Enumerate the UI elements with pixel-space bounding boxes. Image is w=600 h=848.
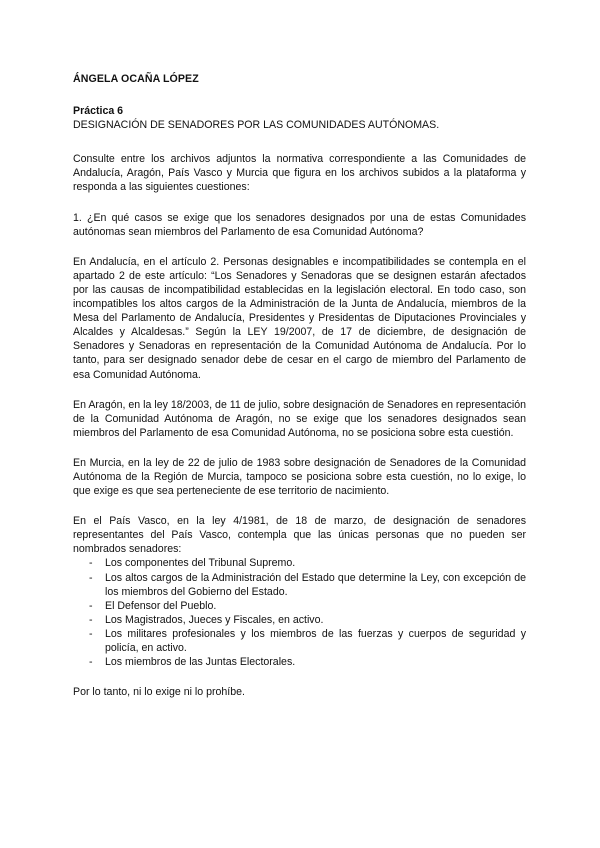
document-subtitle: DESIGNACIÓN DE SENADORES POR LAS COMUNIDADES AUTÓNOMAS.: [73, 119, 440, 132]
document-page: [73, 72, 526, 715]
list-item: - El Defensor del Pueblo.: [73, 599, 526, 613]
practice-label: Práctica 6: [73, 105, 124, 118]
answer-murcia: En Murcia, en la ley de 22 de julio de 1983 sobre designación de Senadores de la Comunidad Autónoma de la Región de Murcia, tampoco se posiciona sobre esta cuestión, no lo exige, lo que exige es que sea perteneciente de ese territorio de nacimiento.: [73, 456, 526, 498]
question-1: 1. ¿En qué casos se exige que los senadores designados por una de estas Comunidades autónomas sean miembros del Parlamento de esa Comunidad Autónoma?: [73, 211, 526, 238]
intro-paragraph: Consulte entre los archivos adjuntos la normativa correspondiente a las Comunidades de Andalucía, Aragón, País Vasco y Murcia que figura en los archivos subidos a la plataforma y responda a las siguientes cuestiones:: [73, 153, 526, 194]
list-item: - Los militares profesionales y los miembros de las fuerzas y cuerpos de seguridad y policía, en activo.: [73, 627, 526, 655]
answer-pais-vasco: En el País Vasco, en la ley 4/1981, de 18 de marzo, de designación de senadores representantes del País Vasco, contempla que las únicas personas que no pueden ser nombrados senadores:: [73, 515, 526, 556]
list-item: - Los miembros de las Juntas Electorales.: [73, 655, 526, 669]
pais-vasco-list: [73, 556, 526, 669]
list-item: - Los altos cargos de la Administración del Estado que determine la Ley, con excepción de los miembros del Gobierno del Estado.: [73, 571, 526, 599]
author-name: ÁNGELA OCAÑA LÓPEZ: [73, 73, 199, 85]
list-item: - Los Magistrados, Jueces y Fiscales, en activo.: [73, 613, 526, 627]
conclusion-paragraph: Por lo tanto, ni lo exige ni lo prohíbe.: [73, 686, 245, 699]
answer-andalucia: En Andalucía, en el artículo 2. Personas designables e incompatibilidades se contempla en el apartado 2 de este artículo: “Los Senadores y Senadoras que se designen estarán afectados por las causas de incompatibilidad establecidas en la legislación electoral. En todo caso, son incompatibles los altos cargos de la Administración de la Junta de Andalucía, miembros de la Mesa del Parlamento de Andalucía, Presidentes y Presidentas de Diputaciones Provinciales y Alcaldes y Alcaldesas.” Según la LEY 19/2007, de 17 de diciembre, de designación de Senadores y Senadoras en representación de la Comunidad Autónoma de Andalucía. Por lo tanto, para ser designado senador debe de cesar en el cargo de miembro del Parlamento de esa Comunidad Autónoma.: [73, 255, 526, 381]
answer-aragon: En Aragón, en la ley 18/2003, de 11 de julio, sobre designación de Senadores en representación de la Comunidad Autónoma de Aragón, no se exige que los senadores designados sean miembros del Parlamento de esa Comunidad Autónoma, no se posiciona sobre esta cuestión.: [73, 398, 526, 439]
list-item: - Los componentes del Tribunal Supremo.: [73, 556, 526, 570]
